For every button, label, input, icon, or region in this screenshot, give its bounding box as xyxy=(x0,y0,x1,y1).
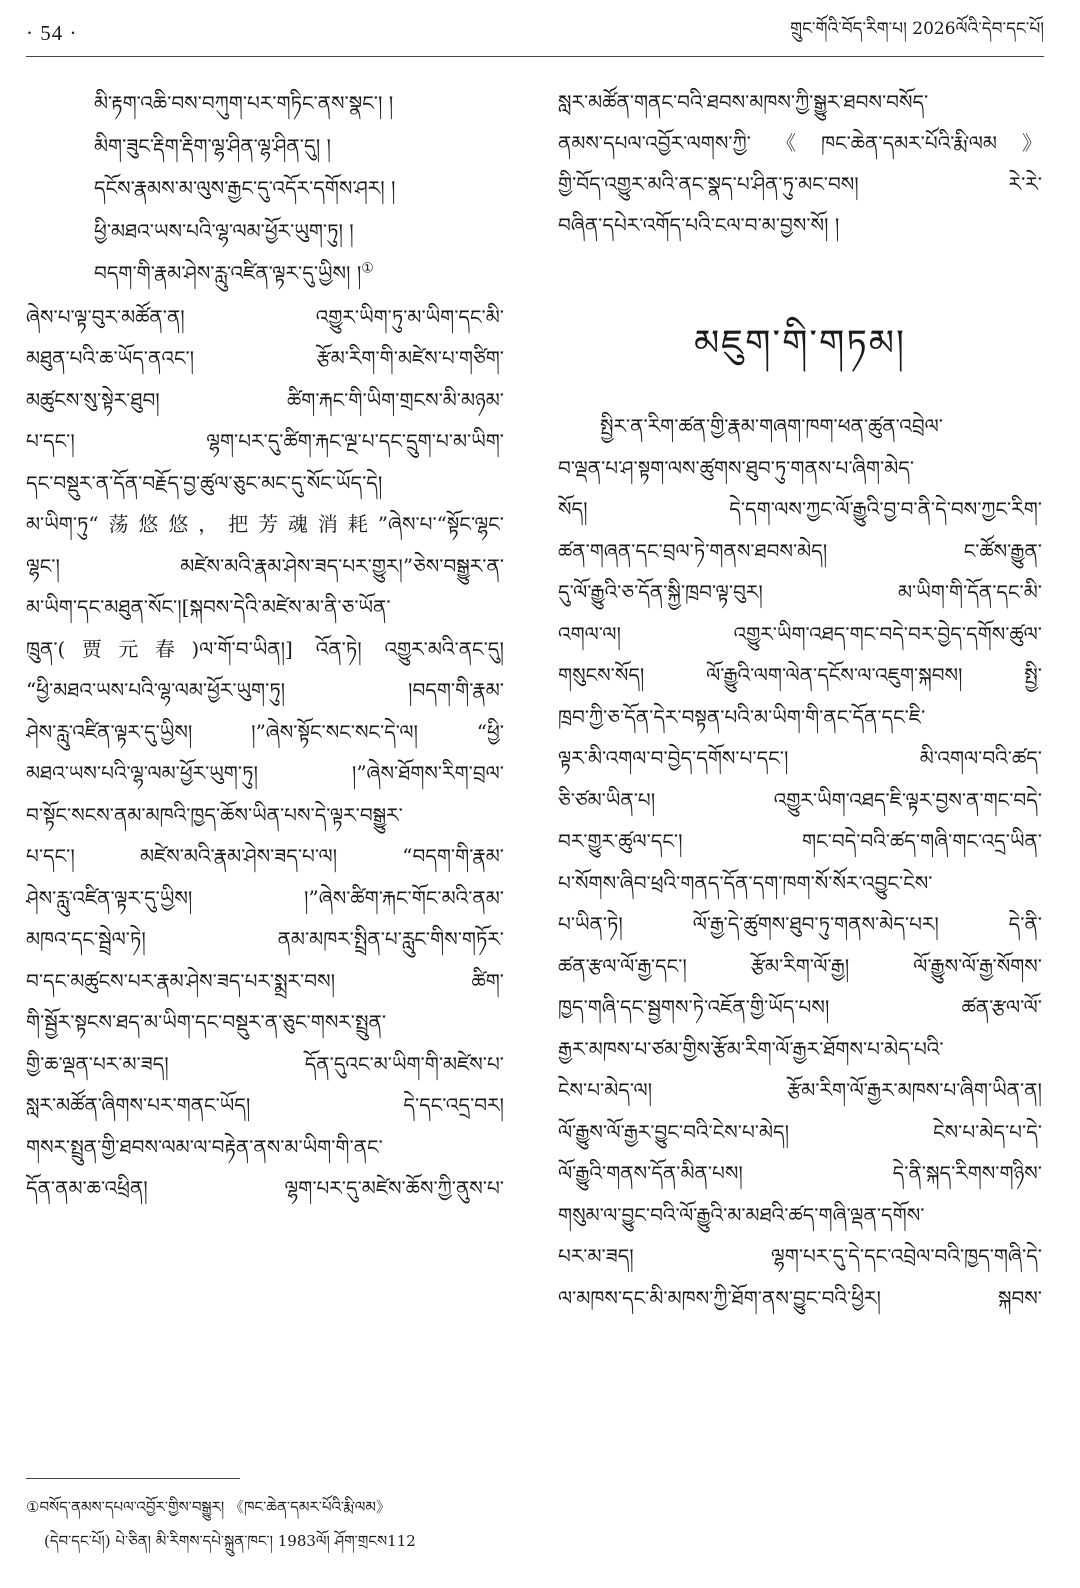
text-line: པ་སོགས་ཞིབ་ཕྲའི་གནད་དོན་དག་ཁག་སོ་སོར་འབྱུང་ངེས་ xyxy=(558,870,933,895)
text-line: བར་གྱུར་ཚུལ་དང་། གང་བདེ་བའི་ཚད་གཞི་གང་འདྲ་ཡིན་ xyxy=(558,829,1042,853)
text-line: སླར་མཚོན་གནང་བའི་ཐབས་མཁས་ཀྱི་སྒྱུར་ཐབས་བསོད་ xyxy=(558,90,929,114)
text-line: མཐུན་པའི་ཆ་ཡོད་ནའང་། རྩོམ་རིག་གི་མཛེས་པ་གཙིག་ xyxy=(26,346,504,370)
text-line: བ་སྟོང་སངས་ནམ་མཁའི་ཁྱད་ཆོས་ཡིན་པས་དེ་ལྟར་བསྒྱུར་ xyxy=(26,802,403,827)
body-paragraph xyxy=(26,297,504,1210)
text-line: གསུམ་ལ་བྱུང་བའི་ལོ་རྒྱུའི་མ་མཐའི་ཚད་གཞི་ལྡན་དགོས་ xyxy=(558,1202,925,1227)
verse-line-last xyxy=(26,252,504,295)
text-line: པ་དང་། ལྷག་པར་དུ་ཚིག་རྐང་ལྔ་པ་དང་དྲུག་པ་མ་ཡིག་ xyxy=(26,429,504,453)
verse-block xyxy=(26,82,504,295)
text-line: ལྷང་། མཛེས་མའི་རྣམ་ཤེས་ཟད་པར་གྱུར།”ཅེས་བསྒྱུར་ན་ xyxy=(26,553,504,578)
text-line: གི་སྦྱོར་སྟངས་ཐད་མ་ཡིག་དང་བསྡུར་ན་ཅུང་གསར་སྤྲུན་ xyxy=(26,1010,387,1034)
text-line: གྱི་ཆ་ལྡན་པར་མ་ཟད། དོན་དུའང་མ་ཡིག་གི་མཛེས་པ་ xyxy=(26,1051,504,1076)
text-line: ཚན་གཞན་དང་བྲལ་ཏེ་གནས་ཐབས་མེད། ང་ཚོས་རྒྱུན་ xyxy=(558,538,1042,563)
text-line: མ་ཡིག་དང་མཐུན་སོང་།[སྐབས་དེའི་མཛེས་མ་ནི་ཅ་ཡོན་ xyxy=(26,595,391,619)
text-line: ལོ་རྒྱུའི་གནས་དོན་མིན་པས། དེ་ནི་སྐད་རིགས་གཉིས་ xyxy=(558,1161,1042,1185)
text-line: ཞེས་པ་ལྟ་བུར་མཚོན་ན། འགྱུར་ཡིག་ཏུ་མ་ཡིག་དང་མི་ xyxy=(26,304,504,329)
text-line: ཚན་རྩལ་ལོ་རྒྱ་དང་། རྩོམ་རིག་ལོ་རྒྱ། ལོ་རྒྱུས་ལོ་རྒྱ་སོགས་ xyxy=(558,953,1042,978)
text-line: པ་དང་། མཛེས་མའི་རྣམ་ཤེས་ཟད་པ་ལ། “བདག་གི་རྣམ་ xyxy=(26,844,504,868)
page-number: · 54 · xyxy=(26,20,78,45)
text-line: འགལ་ལ། འགྱུར་ཡིག་འཐད་གང་བདེ་བར་བྱེད་དགོས་ཚུལ་ xyxy=(558,621,1042,646)
text-line: བཞིན་དཔེར་འགོད་པའི་ངལ་བ་མ་བྱས་སོ། ། xyxy=(558,213,840,237)
text-line: ནམས་དཔལ་འབྱོར་ལགས་ཀྱི་《ཁང་ཆེན་དམར་པོའི་རྨི་ལམ》 xyxy=(558,131,1042,155)
text-line: ཁྱད་གཞི་དང་སྦྱགས་ཏེ་འཇོན་གྱི་ཡོད་པས། ཚན་རྩལ་ལོ་ xyxy=(558,995,1042,1019)
text-line: པ་ཡིན་ཏེ། ལོ་རྒྱ་དེ་ཚུགས་ཐུབ་ཏུ་གནས་མེད་པར། དེ་ནི་ xyxy=(558,912,1042,936)
text-line: སྤྱིར་ན་རིག་ཚན་གྱི་རྣམ་གཞག་ཁག་ཕན་ཚུན་འབྲེལ་ xyxy=(600,414,943,438)
text-line: ཤེས་རླུ་འཛིན་ལྟར་དུ་ཡྱིས། །”ཞེས་ཚིག་རྐང་གོང་མའི་ནམ་ xyxy=(26,885,504,910)
text-line: གྱི་བོད་འགྱུར་མའི་ནང་སྣད་པ་ཤིན་ཏུ་མང་བས། རེ་རེ་ xyxy=(558,172,1042,196)
text-line: དོན་ནམ་ཆ་འཕྲིན། ལྷག་པར་དུ་མཛེས་ཆོས་ཀྱི་ནུས་པ་ xyxy=(26,1176,504,1200)
text-line: གསར་སྤྲུན་གྱི་ཐབས་ལམ་ལ་བརྟེན་ནས་མ་ཡིག་གི་ནང་ xyxy=(26,1134,383,1159)
text-line: ལོ་རྒྱུས་ལོ་རྒྱར་བྱུང་བའི་ངེས་པ་མེད། ངེས་པ་མེད་པ་དེ་ xyxy=(558,1119,1042,1144)
body-paragraph xyxy=(558,82,1042,246)
section-heading: མཇུག་གི་གཏམ། xyxy=(693,323,907,364)
text-line: “ཕྱི་མཐའ་ཡས་པའི་ལྷ་ལམ་ཕྱོར་ཡུག་ཏུ། །བདག་གི་རྣམ་ xyxy=(26,678,504,702)
verse-line: མི་རྟག་འཆི་བས་བཀུག་པར་གཏིང་ནས་སྣང་། ། xyxy=(94,91,394,115)
text-line: སླར་མཚོན་ཞིགས་པར་གནང་ཡོད། དེ་དང་འདྲ་བར། xyxy=(26,1093,504,1117)
text-line: དུ་ལོ་རྒྱུའི་ཅ་དོན་སྐྱི་ཁྲབ་ལྟ་བུར། མ་ཡིག་གི་དོན་དང་མི་ xyxy=(558,580,1042,604)
verse-line-text: བདག་གི་རྣམ་ཤེས་རླུ་འཛིན་ལྟར་དུ་ཡྱིས། ། xyxy=(94,261,362,285)
left-column xyxy=(26,82,504,1210)
text-line: ལྟར་མི་འགལ་བ་བྱེད་དགོས་པ་དང་། མི་འགལ་བའི་ཚད་ xyxy=(558,746,1042,770)
text-line: ཁྲབ་ཀྱི་ཅ་དོན་དེར་བསྟན་པའི་མ་ཡིག་གི་ནང་དོན་དང་ཇི་ xyxy=(558,704,926,729)
body-paragraph xyxy=(558,406,1042,1319)
text-line: མཚུངས་སུ་སྟེར་ཐུབ། ཚིག་རྐང་གི་ཡིག་གྲངས་མི་མཉམ་ xyxy=(26,387,504,412)
text-line: དང་བསྡུར་ན་དོན་བརྗོད་བྱ་ཚུལ་ཅུང་མང་དུ་སོང་ཡོད་དེ། xyxy=(26,470,383,495)
text-line: སོད། དེ་དག་ལས་ཀྱང་ལོ་རྒྱུའི་བྱ་བ་ནི་དེ་བས་ཀྱང་རིག་ xyxy=(558,497,1042,521)
text-line: ཅི་ཙམ་ཡིན་པ། འགྱུར་ཡིག་འཐད་ཇི་ལྟར་བྱས་ན་གང་བདེ་ xyxy=(558,787,1042,812)
footnote-line: (དེབ་དང་པོ།) པེ་ཅིན། མི་རིགས་དཔེ་སྐྲུན་ཁང་། 1983ལོ། ཤོག་གྲངས112 xyxy=(44,1532,416,1550)
header-rule xyxy=(26,56,1044,57)
text-line: པར་མ་ཟད། ལྷག་པར་དུ་དེ་དང་འབྲེལ་བའི་ཁྱད་གཞི་དེ་ xyxy=(558,1244,1042,1268)
text-line: བ་ལྡན་པ་ཤ་སྟག་ལས་ཚུགས་ཐུབ་ཏུ་གནས་པ་ཞིག་མེད་ xyxy=(558,455,915,480)
text-line: མཁའ་དང་སྦྲེལ་ཏེ། ནམ་མཁར་སྤྲིན་པ་རླུང་གིས་གཏོར་ xyxy=(26,927,504,951)
text-line: ཤེས་རླུ་འཛིན་ལྟར་དུ་ཡྱིས། །”ཞེས་སྟོང་སང་སང་དེ་ལ། “ཕྱི་ xyxy=(26,719,504,744)
text-line: གསུངས་སོད། ལོ་རྒྱུའི་ལག་ལེན་དངོས་ལ་འཇུག་སྐབས། སྤྱི་ xyxy=(558,663,1042,687)
footnotes xyxy=(26,1490,504,1558)
text-line: ངེས་པ་མེད་ལ། རྩོམ་རིག་ལོ་རྒྱར་མཁས་པ་ཞིག་ཡིན་ན། xyxy=(558,1078,1042,1102)
text-line: མཐའ་ཡས་པའི་ལྷ་ལམ་ཕྱོར་ཡུག་ཏུ། །”ཞེས་ཐོགས་རིག་བྲལ་ xyxy=(26,761,504,785)
footnote-line: ①བསོད་ནམས་དཔལ་འབྱོར་གྱིས་བསྒྱུར། 《ཁང་ཆེན་དམར་པོའི་རྨི་ལམ》 xyxy=(26,1498,391,1516)
verse-line: དངོས་རྣམས་མ་ལུས་རྒྱང་དུ་འདོར་དགོས་ཤར། ། xyxy=(94,176,396,200)
footnote-rule xyxy=(26,1478,240,1479)
verse-line: མིག་ཟུང་རྡིག་རྡིག་ལྷ་ཤིན་ལྷ་ཤིན་དུ། ། xyxy=(94,133,331,158)
right-column xyxy=(558,82,1042,1319)
text-line: བ་དང་མཚུངས་པར་རྣམ་ཤེས་ཟད་པར་སྨྲར་བས། ཚིག་ xyxy=(26,968,504,993)
running-head: གྲུང་གོའི་བོད་རིག་པ། 2026ལོའི་དེབ་དང་པོ། xyxy=(790,19,1044,39)
page-header xyxy=(26,14,1044,52)
text-line: རྒྱར་མཁས་པ་ཙམ་གྱིས་རྩོམ་རིག་ལོ་རྒྱར་ཐོགས་པ་མེད་པའི་ xyxy=(558,1036,944,1061)
verse-line: ཕྱི་མཐའ་ཡས་པའི་ལྷ་ལམ་ཕྱོར་ཡུག་ཏུ། ། xyxy=(94,218,354,243)
text-line: མ་ཡིག་ཏུ“荡悠悠，把芳魂消耗”ཞེས་པ་“སྟོང་ལྷང་ xyxy=(26,512,504,536)
footnote-marker[interactable]: ① xyxy=(361,260,374,277)
text-line: ལ་མཁས་དང་མི་མཁས་ཀྱི་ཐོག་ནས་བྱུང་བའི་ཕྱིར། སྐབས་ xyxy=(558,1285,1042,1310)
text-line: ཁྲུན་(贾元春)ལ་གོ་བ་ཡིན།] འོན་ཏེ། འགྱུར་མའི་ནང་དུ། xyxy=(26,636,504,661)
